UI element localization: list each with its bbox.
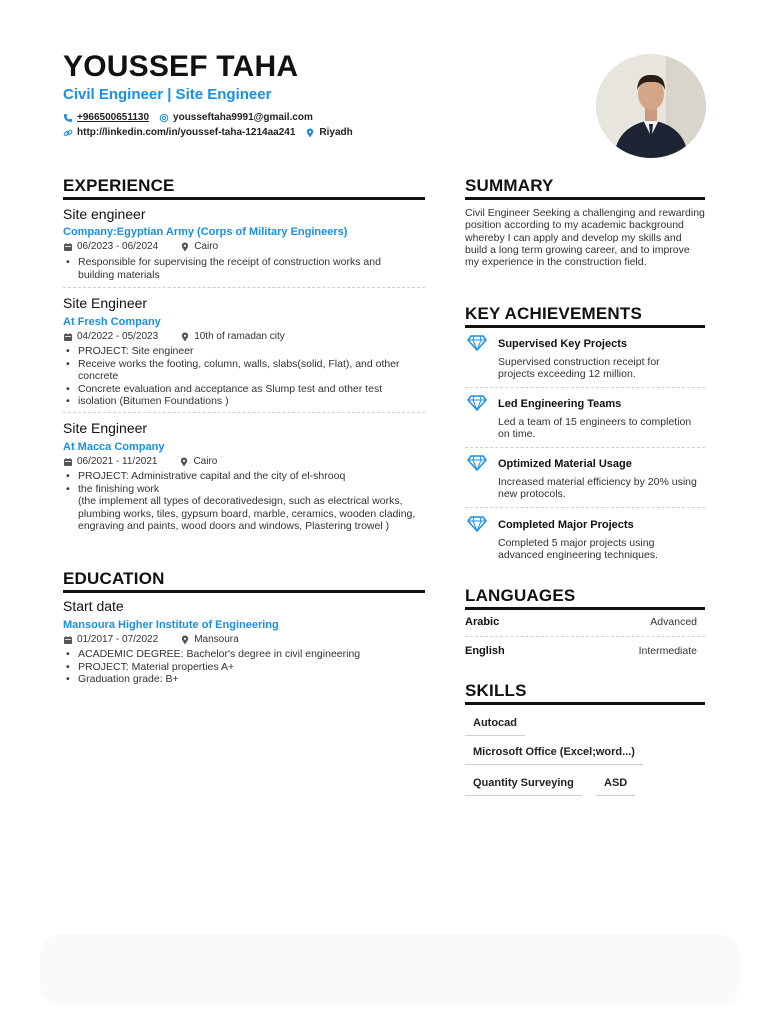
achievement-4-desc: Completed 5 major projects using advanced engineering techniques. — [498, 537, 658, 562]
location-text: Riyadh — [319, 127, 353, 138]
contact-row-primary — [63, 112, 313, 123]
achievements-rule — [465, 325, 705, 328]
calendar-icon — [63, 332, 73, 342]
candidate-name: YOUSSEF TAHA — [63, 50, 299, 83]
email-text[interactable]: yousseftaha9991@gmail.com — [173, 112, 313, 123]
map-pin-icon — [179, 457, 189, 467]
achievement-1-title: Supervised Key Projects — [498, 338, 628, 350]
language-1-name: Arabic — [465, 616, 500, 628]
education-school: Mansoura Higher Institute of Engineering — [63, 619, 279, 631]
experience-2-location: 10th of ramadan city — [194, 331, 285, 342]
experience-1-location: Cairo — [194, 241, 219, 252]
bullet-item: • PROJECT: Administrative capital and the city of el-shrooq — [63, 470, 418, 483]
experience-1-meta — [63, 241, 218, 252]
experience-1-company: Company:Egyptian Army (Corps of Military Engineers) — [63, 226, 348, 238]
language-divider — [465, 636, 705, 637]
email-contact[interactable] — [159, 112, 313, 123]
person-avatar-icon — [596, 54, 706, 158]
experience-3-location: Cairo — [193, 456, 218, 467]
achievement-4-title: Completed Major Projects — [498, 519, 634, 531]
skill-tag: Microsoft Office (Excel;word...) — [465, 746, 643, 765]
skill-tag: ASD — [596, 777, 635, 796]
education-heading: EDUCATION — [63, 569, 165, 588]
experience-rule — [63, 197, 425, 200]
experience-3-meta — [63, 456, 217, 467]
achievements-heading: KEY ACHIEVEMENTS — [465, 304, 643, 323]
bullet-item: • PROJECT: Site engineer — [63, 345, 418, 358]
achievement-divider — [465, 387, 705, 388]
language-2-name: English — [465, 645, 505, 657]
languages-heading: LANGUAGES — [465, 586, 576, 605]
at-icon — [159, 113, 169, 123]
map-pin-icon — [180, 332, 190, 342]
experience-divider — [63, 412, 425, 413]
map-pin-icon — [180, 242, 190, 252]
bullet-item: • isolation (Bitumen Foundations ) — [63, 395, 418, 408]
experience-2-company: At Fresh Company — [63, 316, 161, 328]
experience-2-role: Site Engineer — [63, 295, 148, 311]
phone-icon — [63, 113, 73, 123]
experience-divider — [63, 287, 425, 288]
calendar-icon — [63, 635, 73, 645]
location-contact — [305, 127, 352, 138]
bullet-item: • Concrete evaluation and acceptance as Slump test and other test — [63, 383, 418, 396]
skills-rule — [465, 702, 705, 705]
experience-3-role: Site Engineer — [63, 420, 148, 436]
education-dates: 01/2017 - 07/2022 — [77, 634, 159, 645]
bullet-item: • Responsible for supervising the receipt of construction works and building materials — [63, 256, 418, 281]
diamond-icon — [467, 335, 487, 351]
summary-rule — [465, 197, 705, 200]
education-meta — [63, 634, 239, 645]
language-1-level: Advanced — [650, 616, 697, 628]
achievement-2-title: Led Engineering Teams — [498, 398, 622, 410]
experience-3-bullets — [63, 470, 418, 533]
bullet-item: • PROJECT: Material properties A+ — [63, 661, 418, 674]
experience-2-dates: 04/2022 - 05/2023 — [77, 331, 159, 342]
education-location: Mansoura — [194, 634, 239, 645]
linkedin-text[interactable]: http://linkedin.com/in/youssef-taha-1214aa241 — [77, 127, 296, 138]
linkedin-contact[interactable] — [63, 127, 295, 138]
achievement-3-desc: Increased material efficiency by 20% using new protocols. — [498, 476, 697, 501]
bullet-item: • the finishing work — [63, 483, 418, 496]
achievement-divider — [465, 447, 705, 448]
achievement-2-desc: Led a team of 15 engineers to completion on time. — [498, 416, 692, 441]
profile-photo — [596, 54, 706, 158]
bullet-item: • Receive works the footing, column, walls, slabs(solid, Flat), and other concrete — [63, 358, 418, 383]
experience-3-dates: 06/2021 - 11/2021 — [77, 456, 158, 467]
bullet-item: • ACADEMIC DEGREE: Bachelor's degree in civil engineering — [63, 648, 418, 661]
diamond-icon — [467, 395, 487, 411]
experience-1-dates: 06/2023 - 06/2024 — [77, 241, 159, 252]
skill-tag: Quantity Surveying — [465, 777, 582, 796]
education-label: Start date — [63, 598, 124, 614]
achievement-1-desc: Supervised construction receipt for projects exceeding 12 million. — [498, 356, 660, 381]
skills-heading: SKILLS — [465, 681, 527, 700]
summary-text: Civil Engineer Seeking a challenging and rewarding position according to my academic background whereby I can apply and develop my skills and build a long term growing career, and to improve my experience in the construction field. — [465, 207, 705, 269]
map-pin-icon — [180, 635, 190, 645]
bullet-continuation: (the implement all types of decorativedesign, such as electrical works, plumbing works, tiles, gypsum board, marble, ceramics, wooden clading, engraving and paints, wood doors and windows, Plastering trowel ) — [78, 495, 416, 532]
footer-blur — [40, 935, 740, 1005]
diamond-icon — [467, 516, 487, 532]
achievement-divider — [465, 507, 705, 508]
education-bullets — [63, 648, 418, 686]
experience-2-meta — [63, 331, 285, 342]
languages-rule — [465, 607, 705, 610]
candidate-headline: Civil Engineer | Site Engineer — [63, 86, 272, 103]
experience-heading: EXPERIENCE — [63, 176, 175, 195]
phone-contact[interactable] — [63, 112, 149, 123]
experience-2-bullets — [63, 345, 418, 408]
phone-text[interactable]: +966500651130 — [77, 112, 150, 123]
calendar-icon — [63, 242, 73, 252]
achievement-3-title: Optimized Material Usage — [498, 458, 632, 470]
summary-heading: SUMMARY — [465, 176, 554, 195]
link-icon — [63, 128, 73, 138]
diamond-icon — [467, 455, 487, 471]
experience-1-role: Site engineer — [63, 206, 146, 222]
language-2-level: Intermediate — [638, 645, 697, 657]
experience-1-bullets — [63, 256, 418, 281]
map-pin-icon — [305, 128, 315, 138]
experience-3-company: At Macca Company — [63, 441, 165, 453]
bullet-item: • Graduation grade: B+ — [63, 673, 418, 686]
calendar-icon — [63, 457, 73, 467]
contact-row-secondary — [63, 127, 353, 138]
skill-tag: Autocad — [465, 717, 525, 736]
education-rule — [63, 590, 425, 593]
